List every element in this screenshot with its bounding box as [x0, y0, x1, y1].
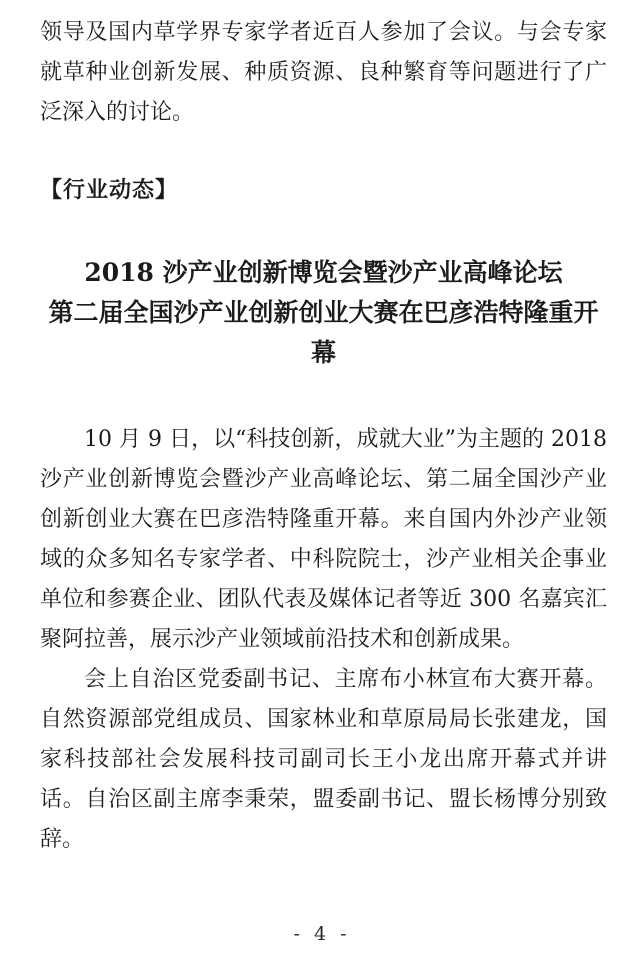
page-footer	[0, 914, 644, 954]
article-body	[40, 420, 607, 860]
article-title	[40, 253, 607, 373]
article-title-line-2: 第二届全国沙产业创新创业大赛在巴彦浩特隆重开幕	[48, 298, 599, 367]
article-paragraph-1: 10 月 9 日，以“科技创新，成就大业”为主题的 2018 沙产业创新博览会暨沙产业高峰论坛、第二届全国沙产业创新创业大赛在巴彦浩特隆重开幕。来自国内外沙产业领域的众多知名专家学者、中科院院士，沙产业相关企事业单位和参赛企业、团队代表及媒体记者等近 300 名嘉宾汇聚阿拉善，展示沙产业领域前沿技术和创新成果。	[40, 427, 607, 652]
article-title-line-1: 2018 沙产业创新博览会暨沙产业高峰论坛	[84, 258, 563, 287]
section-header: 【行业动态】	[40, 178, 179, 203]
page-number: - 4 -	[293, 923, 351, 945]
intro-paragraph: 领导及国内草学界专家学者近百人参加了会议。与会专家就草种业创新发展、种质资源、良种繁育等问题进行了广泛深入的讨论。	[40, 20, 607, 125]
article-paragraph-2: 会上自治区党委副书记、主席布小林宣布大赛开幕。自然资源部党组成员、国家林业和草原局局长张建龙，国家科技部社会发展科技司副司长王小龙出席开幕式并讲话。自治区副主席李秉荣，盟委副书记、盟长杨博分别致辞。	[40, 667, 607, 852]
